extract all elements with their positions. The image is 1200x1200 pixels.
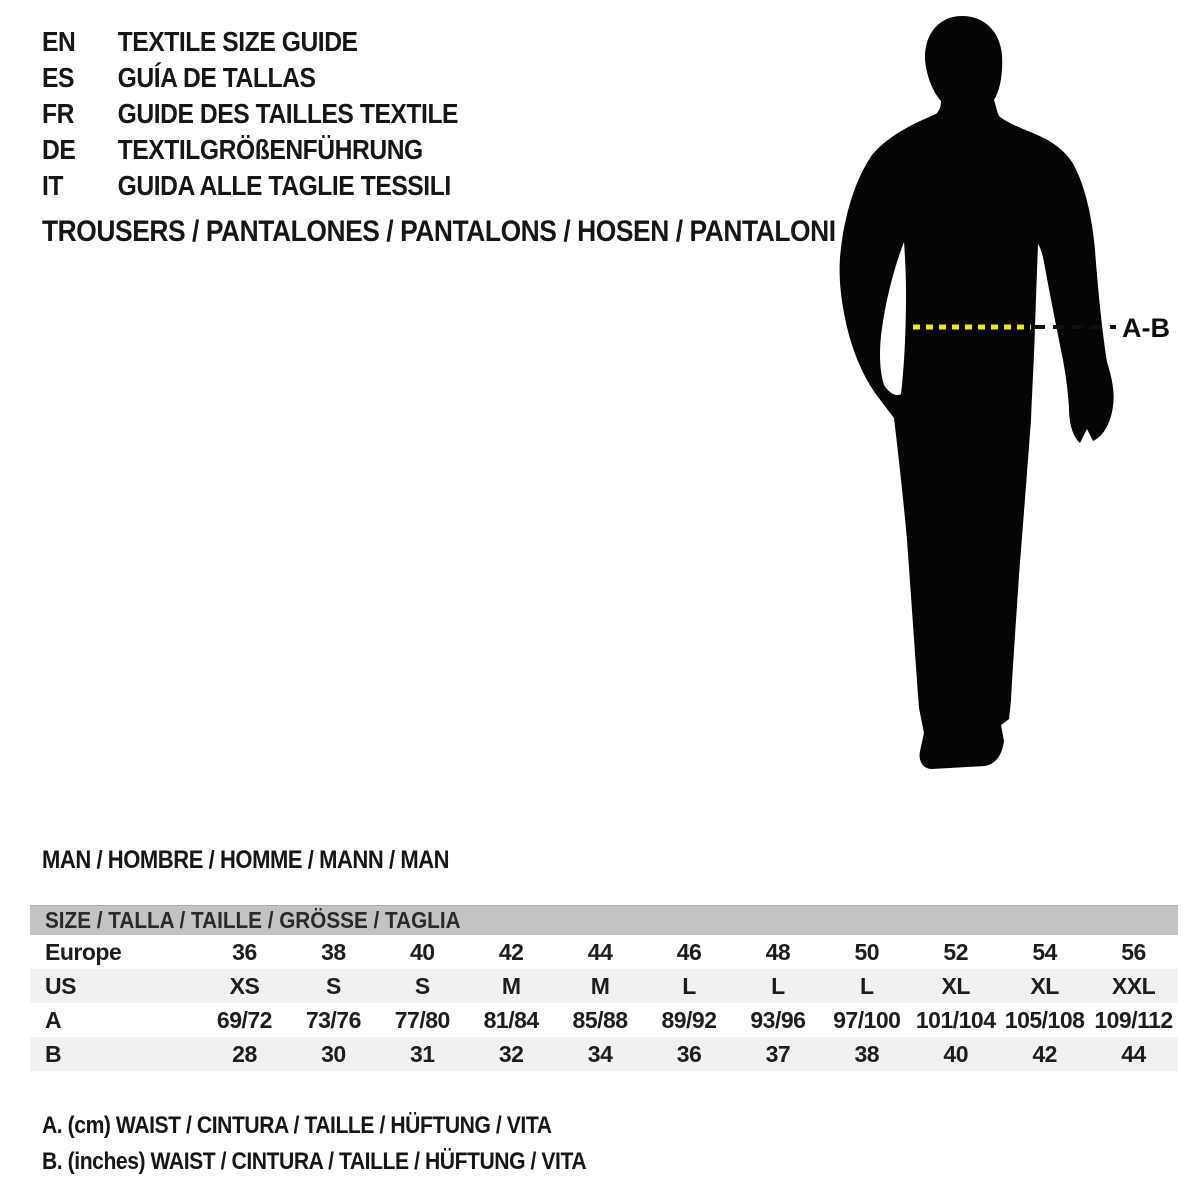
row-label: A [45,1007,62,1033]
table-cell: 56 [1121,939,1146,965]
table-cell: L [682,973,696,999]
table-cell: 69/72 [216,1007,272,1033]
section-heading: MAN / HOMBRE / HOMME / MANN / MAN [42,846,450,874]
table-cell: 40 [943,1041,968,1067]
table-cell: M [590,973,610,999]
table-cell: 48 [765,939,791,965]
language-title: GUÍA DE TALLAS [117,62,316,93]
table-cell: 93/96 [750,1007,806,1033]
table-row [30,1003,1178,1037]
table-cell: 85/88 [572,1007,628,1033]
table-row [30,1037,1178,1071]
note-b: B. (inches) WAIST / CINTURA / TAILLE / HÜFTUNG / VITA [42,1148,587,1175]
measure-label: A-B [1122,313,1170,343]
table-cell: 40 [409,939,435,965]
table-cell: L [771,973,785,999]
table-cell: 50 [854,939,880,965]
row-label: B [45,1041,62,1067]
table-cell: 54 [1032,939,1057,965]
language-code: FR [42,98,74,129]
table-cell: XS [229,973,260,999]
language-legend [42,24,515,204]
note-a: A. (cm) WAIST / CINTURA / TAILLE / HÜFTUNG / VITA [42,1112,552,1139]
man-silhouette-figure [810,0,1190,790]
table-cell: 89/92 [661,1007,717,1033]
table-cell: XXL [1111,973,1156,999]
table-cell: 37 [765,1041,791,1067]
table-cell: 36 [676,1041,702,1067]
table-cell: XL [1030,973,1059,999]
table-cell: 32 [498,1041,524,1067]
table-cell: 97/100 [833,1007,901,1033]
size-table-header-label: SIZE / TALLA / TAILLE / GRÖSSE / TAGLIA [45,907,461,933]
size-table-body [30,935,1178,1071]
size-table [30,905,1178,1071]
language-row [42,132,458,168]
table-cell: 28 [232,1041,257,1067]
language-row [42,168,458,204]
table-cell: 42 [498,939,524,965]
measurement-notes [42,1108,660,1180]
language-title: TEXTILE SIZE GUIDE [117,26,358,57]
table-cell: L [860,973,874,999]
table-cell: 44 [1121,1041,1146,1067]
table-cell: 46 [676,939,702,965]
table-cell: XL [941,973,970,999]
table-cell: 44 [587,939,613,965]
language-title: GUIDE DES TAILLES TEXTILE [117,98,459,129]
table-cell: 77/80 [394,1007,450,1033]
table-cell: 109/112 [1094,1007,1173,1033]
table-cell: 52 [943,939,968,965]
man-silhouette-shape [840,16,1114,769]
row-label: Europe [45,939,122,965]
table-cell: 105/108 [1004,1007,1085,1033]
table-cell: S [325,973,341,999]
table-cell: 36 [232,939,257,965]
language-code: EN [42,26,76,57]
table-cell: M [501,973,521,999]
language-code: ES [42,62,74,93]
table-cell: 73/76 [305,1007,361,1033]
table-row [30,969,1178,1003]
table-cell: 31 [409,1041,435,1067]
table-cell: 42 [1032,1041,1057,1067]
language-code: DE [42,134,76,165]
table-cell: S [414,973,430,999]
row-label: US [45,973,76,999]
language-row [42,60,458,96]
language-row [42,96,458,132]
table-row [30,935,1178,969]
table-cell: 38 [321,939,346,965]
language-code: IT [42,170,64,201]
table-cell: 30 [321,1041,346,1067]
man-silhouette [810,0,1190,790]
table-cell: 101/104 [915,1007,996,1033]
language-row [42,24,458,60]
size-table-header [30,905,1178,935]
language-title: GUIDA ALLE TAGLIE TESSILI [117,170,451,201]
table-cell: 34 [587,1041,613,1067]
language-title: TEXTILGRÖßENFÜHRUNG [117,134,423,165]
product-heading: TROUSERS / PANTALONES / PANTALONS / HOSEN / PANTALONI [42,215,836,248]
table-cell: 81/84 [483,1007,539,1033]
table-cell: 38 [854,1041,880,1067]
